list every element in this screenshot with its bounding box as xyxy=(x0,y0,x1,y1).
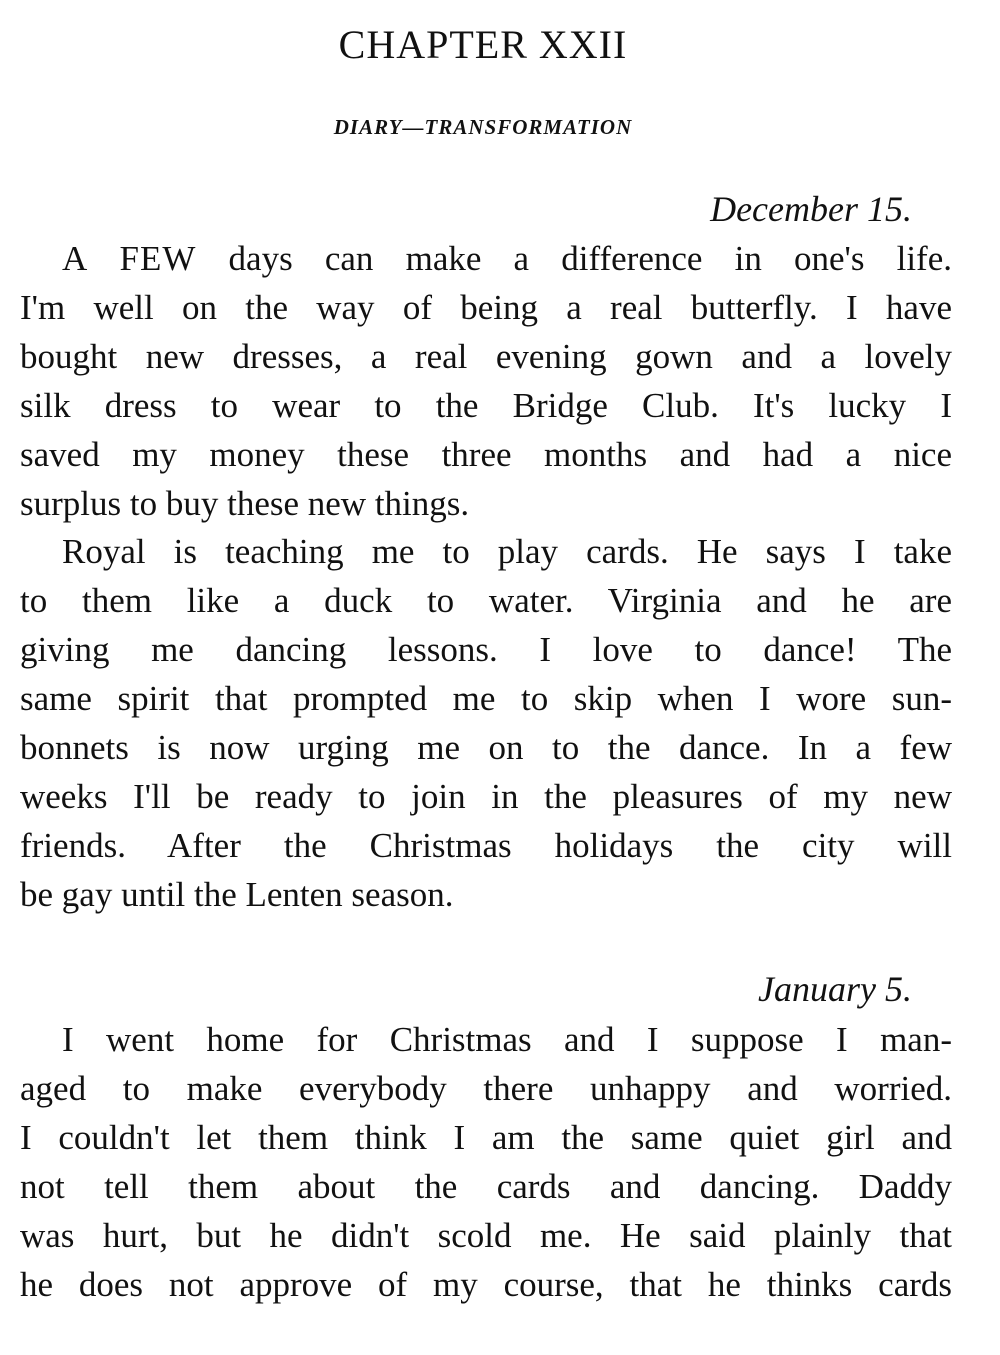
entry-date: January 5. xyxy=(758,969,912,1009)
text-line: he does not approve of my course, that he thinks cards xyxy=(20,1265,952,1304)
lead-word: A FEW xyxy=(62,239,197,278)
text-line: be gay until the Lenten season. xyxy=(20,875,454,914)
text-line: was hurt, but he didn't scold me. He said plainly that xyxy=(20,1216,952,1255)
text-line: I couldn't let them think I am the same quiet girl and xyxy=(20,1118,952,1157)
text-line: to them like a duck to water. Virginia and he are xyxy=(20,581,952,620)
paragraph xyxy=(20,1015,952,1309)
text-line: bought new dresses, a real evening gown and a lovely xyxy=(20,337,952,376)
text-line: saved my money these three months and had a nice xyxy=(20,435,952,474)
entry-date: December 15. xyxy=(710,189,912,229)
text-line: A FEW days can make a difference in one's life. xyxy=(62,239,952,278)
text-line: I'm well on the way of being a real butterfly. I have xyxy=(20,288,952,327)
text-line: weeks I'll be ready to join in the pleasures of my new xyxy=(20,777,952,816)
text-line: silk dress to wear to the Bridge Club. It's lucky I xyxy=(20,386,952,425)
text-line: aged to make everybody there unhappy and worried. xyxy=(20,1069,952,1108)
text-line: not tell them about the cards and dancing. Daddy xyxy=(20,1167,952,1206)
chapter-title: CHAPTER XXII xyxy=(338,22,628,67)
text-line: giving me dancing lessons. I love to dance! The xyxy=(20,630,952,669)
text-line: friends. After the Christmas holidays the city will xyxy=(20,826,952,865)
paragraph xyxy=(20,234,952,528)
text-line: bonnets is now urging me on to the dance. In a few xyxy=(20,728,952,767)
chapter-subtitle: DIARY—TRANSFORMATION xyxy=(333,115,633,139)
text-line: Royal is teaching me to play cards. He says I take xyxy=(62,532,952,571)
text-line: same spirit that prompted me to skip when I wore sun- xyxy=(20,679,952,718)
paragraph xyxy=(20,527,952,919)
text-line: I went home for Christmas and I suppose I man- xyxy=(62,1020,952,1059)
text-line: surplus to buy these new things. xyxy=(20,484,470,523)
